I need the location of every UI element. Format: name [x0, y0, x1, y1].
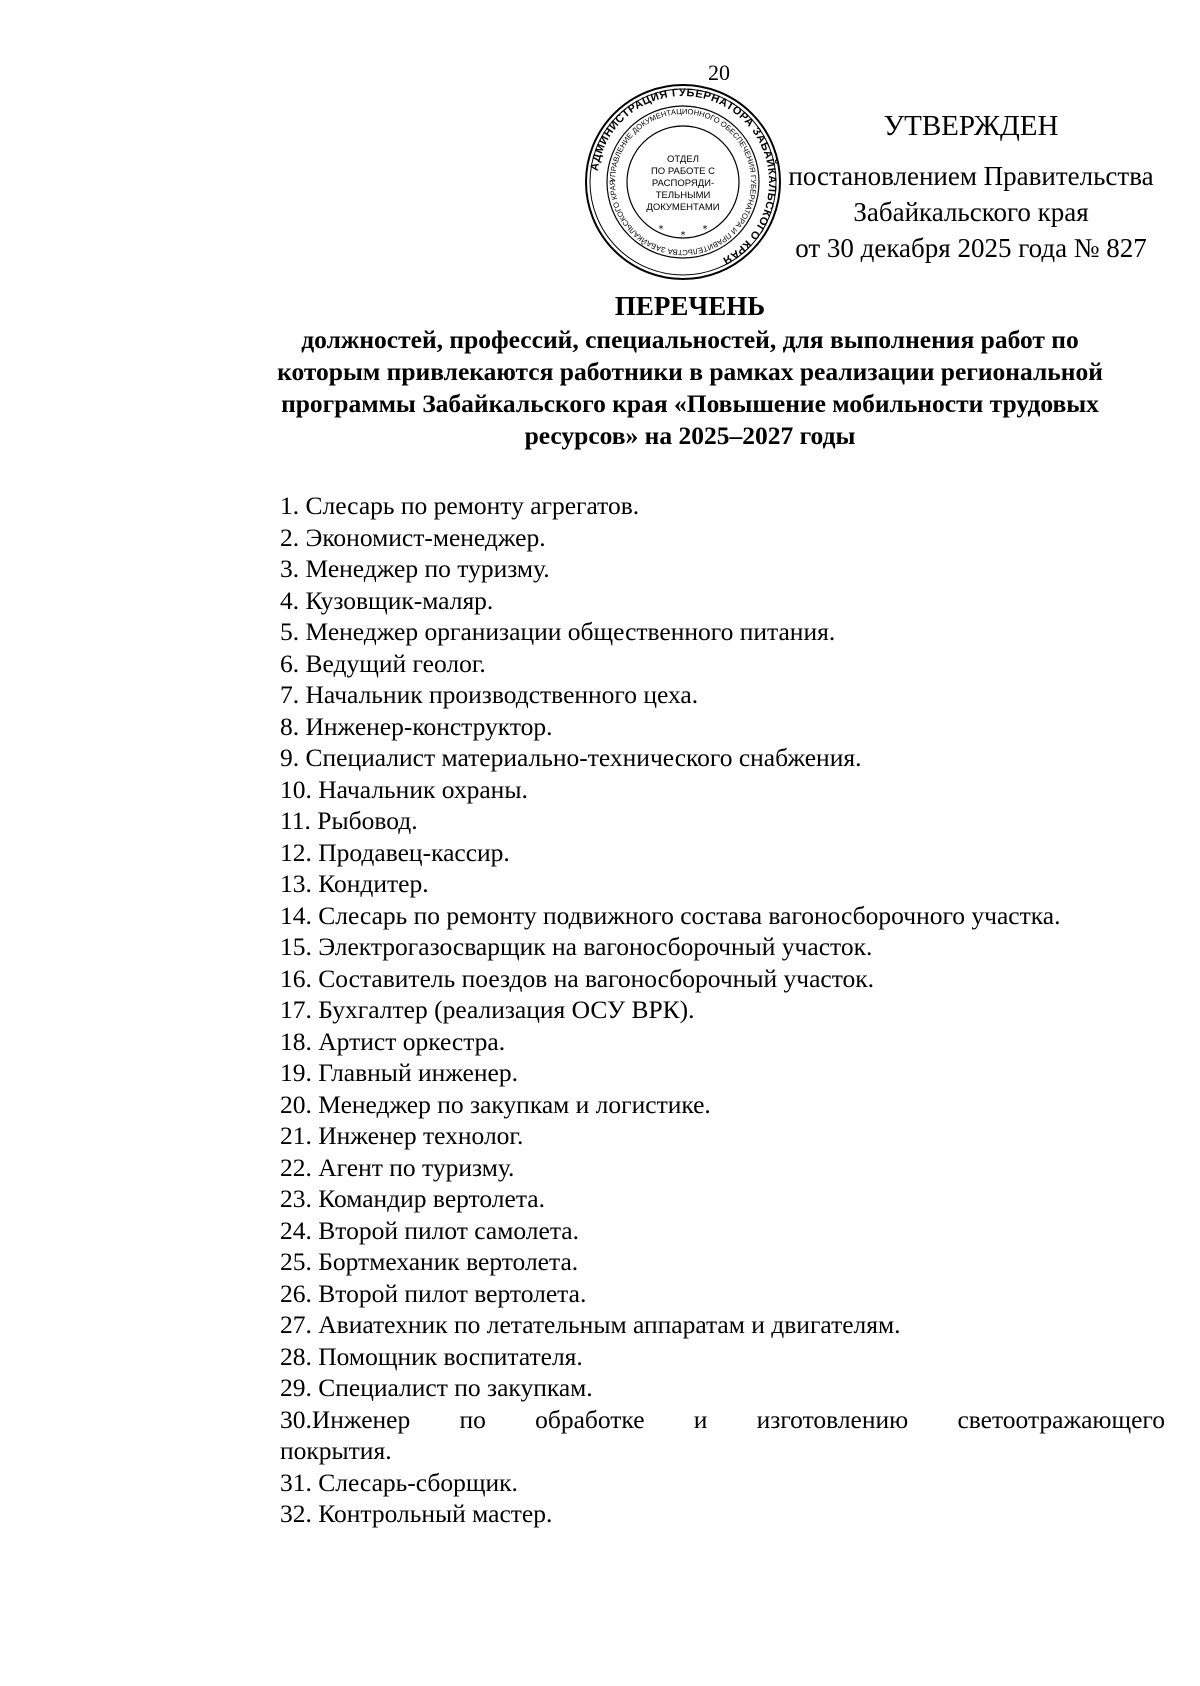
approved-label: УТВЕРЖДЕН [883, 110, 1059, 142]
list-item: 27. Авиатехник по летательным аппаратам и двигателям. [280, 1310, 901, 1339]
positions-list [280, 490, 1165, 1530]
list-item: 15. Электрогазосварщик на вагоносборочный участок. [280, 932, 873, 961]
list-item: 18. Артист оркестра. [280, 1026, 506, 1056]
list-item: 24. Второй пилот самолета. [280, 1215, 579, 1245]
list-item: 13. Кондитер. [280, 869, 429, 898]
title-line: программы Забайкальского края «Повышение мобильности трудовых [281, 389, 1099, 418]
list-item-30-line1: 30.Инженер по обработке и изготовлению светоотражающего [280, 1404, 1165, 1434]
list-item: 14. Слесарь по ремонту подвижного состава вагоносборочного участка. [280, 900, 1061, 930]
list-item: 11. Рыбовод. [280, 806, 418, 835]
list-item-30-line2: покрытия. [280, 1436, 392, 1465]
svg-text:*: * [702, 224, 708, 235]
list-item: 25. Бортмеханик вертолета. [280, 1247, 579, 1276]
list-item: 17. Бухгалтер (реализация ОСУ ВРК). [280, 995, 695, 1024]
approval-line: Забайкальского края [853, 197, 1089, 227]
list-item: 7. Начальник производственного цеха. [280, 680, 699, 709]
list-item: 31. Слесарь-сборщик. [280, 1467, 518, 1497]
stamp-outer-text: АДМИНИСТРАЦИЯ ГУБЕРНАТОРА ЗАБАЙКАЛЬСКОГО КРАЯ [588, 86, 779, 267]
title-line: ресурсов» на 2025–2027 годы [524, 421, 856, 450]
list-item: 20. Менеджер по закупкам и логистике. [280, 1089, 711, 1119]
list-item: 3. Менеджер по туризму. [280, 554, 550, 583]
list-item: 2. Экономист-менеджер. [280, 522, 546, 552]
document-title-block [240, 290, 1140, 452]
list-item: 9. Специалист материально-технического снабжения. [280, 743, 862, 772]
official-stamp [583, 82, 783, 282]
title-line: должностей, профессий, специальностей, для выполнения работ по [301, 325, 1079, 354]
list-item: 16. Составитель поездов на вагоносборочный участок. [280, 963, 875, 993]
stamp-seal-icon [583, 82, 783, 282]
list-item: 5. Менеджер организации общественного питания. [280, 617, 836, 646]
list-item: 29. Специалист по закупкам. [280, 1373, 593, 1402]
list-item: 23. Командир вертолета. [280, 1184, 545, 1213]
stamp-center-line: ТЕЛЬНЫМИ [655, 190, 711, 201]
stamp-center-line: ОТДЕЛ [667, 154, 699, 165]
title-line: которым привлекаются работники в рамках реализации региональной [277, 357, 1103, 386]
list-item: 19. Главный инженер. [280, 1058, 518, 1087]
list-item: 32. Контрольный мастер. [280, 1499, 553, 1528]
stamp-center-line: ПО РАБОТЕ С [650, 166, 716, 177]
list-item: 12. Продавец-кассир. [280, 837, 510, 867]
stamp-middle-text: УПРАВЛЕНИЕ ДОКУМЕНТАЦИОННОГО ОБЕСПЕЧЕНИЯ ГУБЕРНАТОРА И ПРАВИТЕЛЬСТВА ЗАБАЙКАЛЬСКОГО КРАЯ [607, 106, 759, 258]
approval-block [776, 108, 1166, 266]
list-item: 6. Ведущий геолог. [280, 648, 486, 678]
document-title: ПЕРЕЧЕНЬ [614, 291, 766, 321]
list-item: 28. Помощник воспитателя. [280, 1341, 583, 1371]
approval-line: постановлением Правительства [788, 161, 1154, 191]
stamp-center-line: ДОКУМЕНТАМИ [646, 202, 720, 213]
list-item: 1. Слесарь по ремонту агрегатов. [280, 491, 640, 520]
page-number: 20 [708, 60, 730, 85]
approval-date-number: от 30 декабря 2025 года № 827 [795, 233, 1147, 263]
list-item: 22. Агент по туризму. [280, 1152, 515, 1182]
svg-text:*: * [658, 224, 664, 235]
list-item: 8. Инженер-конструктор. [280, 711, 553, 741]
stamp-center-line: РАСПОРЯДИ- [651, 178, 715, 189]
list-item: 26. Второй пилот вертолета. [280, 1278, 587, 1308]
list-item: 21. Инженер технолог. [280, 1121, 524, 1150]
list-item: 4. Кузовщик-маляр. [280, 585, 494, 615]
list-item: 10. Начальник охраны. [280, 774, 528, 804]
svg-text:*: * [680, 230, 686, 241]
